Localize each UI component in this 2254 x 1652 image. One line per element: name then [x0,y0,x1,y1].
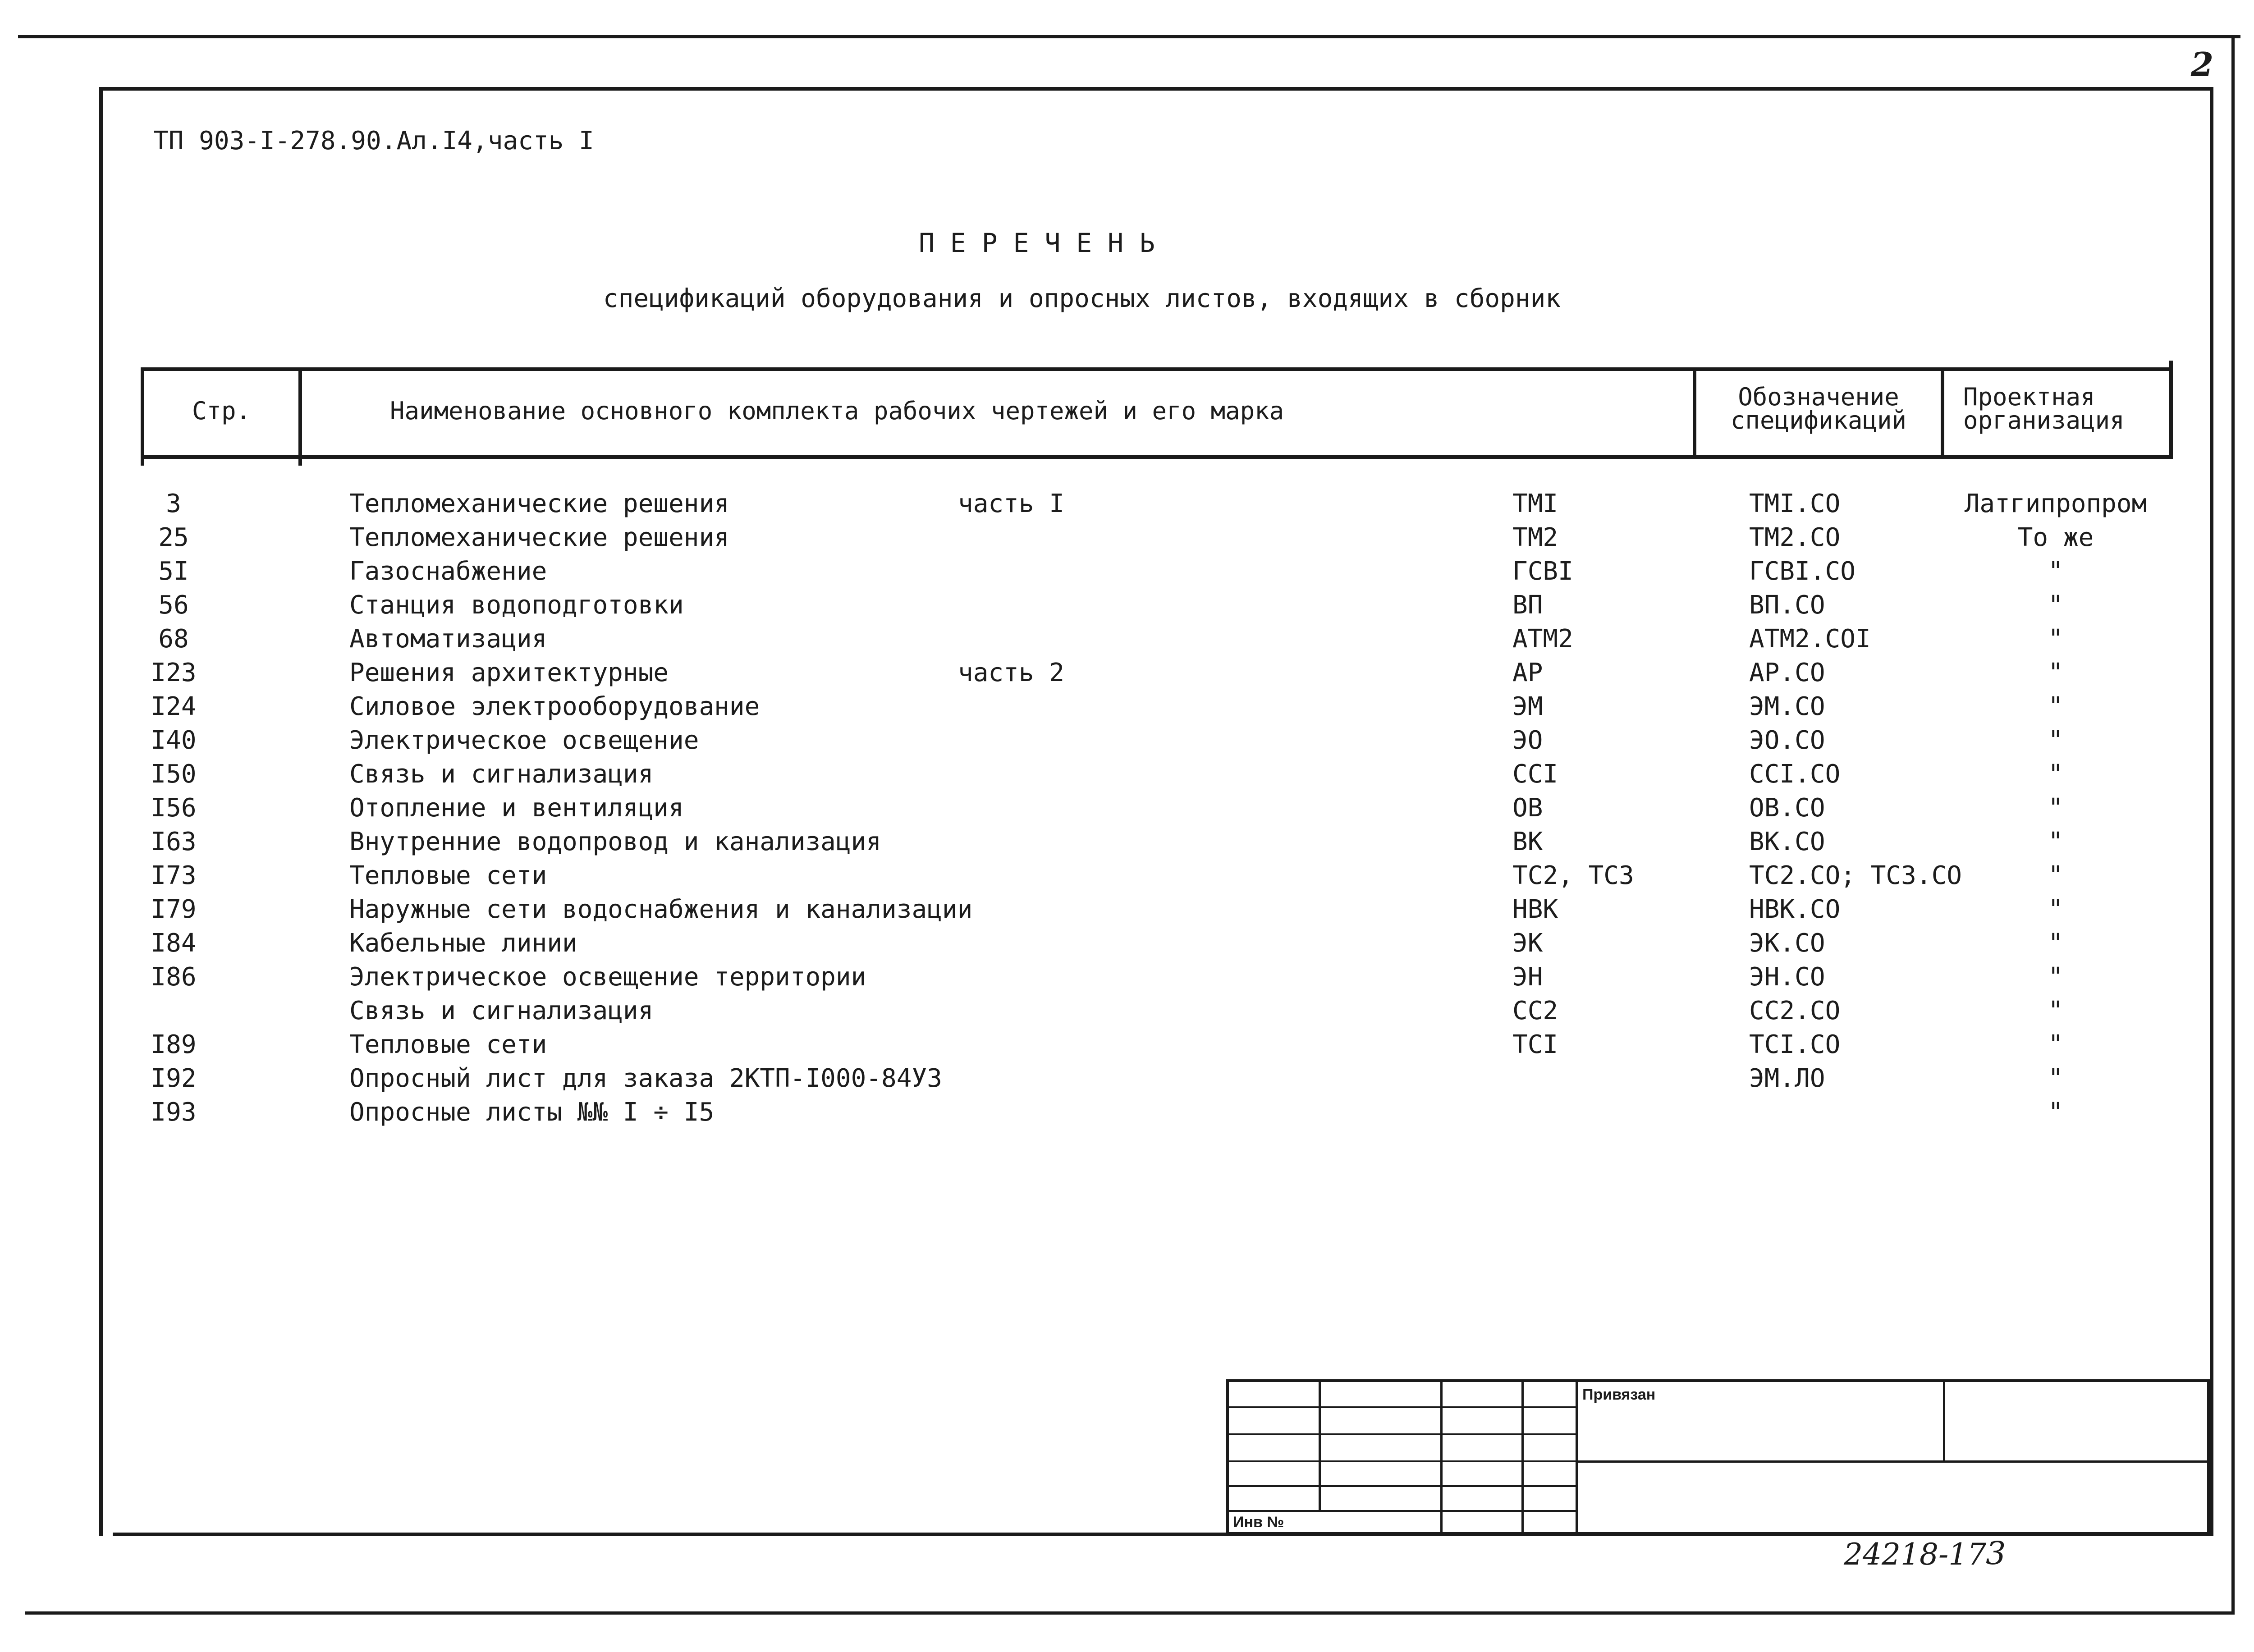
row-name: Внутренние водопровод и канализация [349,827,882,856]
row-page: I24 [151,692,197,721]
row-page: I40 [151,726,197,755]
row-page: 68 [158,624,189,654]
row-mark: НВК [1512,895,1558,924]
row-page: I79 [151,895,197,924]
row-mark: ТМ2 [1512,523,1558,552]
row-part: часть 2 [958,658,1065,687]
row-page: 3 [166,489,181,518]
row-org: " [2048,760,2063,789]
table-row [0,690,2254,724]
row-page: I84 [151,929,197,958]
row-mark: ЭМ [1512,692,1543,721]
row-name: Связь и сигнализация [349,996,654,1025]
table-row [0,892,2254,927]
row-name: Решения архитектурные [349,658,669,687]
row-org: " [2048,692,2063,721]
table-row [0,588,2254,622]
page-mark: 3 [1986,1535,2006,1572]
row-org: " [2048,895,2063,924]
row-spec: ССI.СО [1749,760,1841,789]
header-spec-line2: спецификаций [1730,406,1907,435]
row-name: Опросный лист для заказа 2КТП-I000-84У3 [349,1064,942,1093]
row-org: " [2048,861,2063,890]
doc-code: ТП 903-I-278.90.Ал.I4,часть I [153,126,594,156]
row-mark: ГСВI [1512,557,1573,586]
row-name: Электрическое освещение [349,726,699,755]
table-row [0,656,2254,690]
row-org: " [2048,793,2063,823]
row-mark: ССI [1512,760,1558,789]
row-page: 56 [158,590,189,620]
row-name: Кабельные линии [349,929,577,958]
table-row [0,622,2254,656]
row-spec: ВК.СО [1749,827,1825,856]
row-mark: АТМ2 [1512,624,1573,654]
row-org: " [2048,827,2063,856]
top-trim-line [18,35,2240,38]
row-mark: АР [1512,658,1543,687]
header-org-line1: Проектная [1963,383,2095,411]
row-page: I93 [151,1098,197,1127]
row-org: " [2048,624,2063,654]
row-spec: ЭО.СО [1749,726,1825,755]
row-org: " [2048,557,2063,586]
sheet-number: 2 [2191,45,2214,83]
row-name: Тепломеханические решения [349,489,729,518]
row-org: " [2048,1098,2063,1127]
attached-label: Привязан [1582,1386,1656,1403]
row-mark: ЭО [1512,726,1543,755]
page-title: П Е Р Е Ч Е Н Ь [919,228,1155,258]
row-spec: АР.СО [1749,658,1825,687]
row-name: Силовое электрооборудование [349,692,760,721]
row-spec: ЭК.СО [1749,929,1825,958]
row-mark: ТС2, ТС3 [1512,861,1634,890]
row-spec: ТС2.СО; ТС3.СО [1749,861,1962,890]
header-org-line2: организация [1963,406,2125,435]
header-name: Наименование основного комплекта рабочих чертежей и его марка [390,397,1284,425]
row-name: Тепломеханические решения [349,523,729,552]
row-name: Наружные сети водоснабжения и канализации [349,895,973,924]
row-spec: ТСI.СО [1749,1030,1841,1059]
row-org: " [2048,1064,2063,1093]
bottom-trim-line [25,1611,2234,1615]
header-page: Стр. [192,397,251,425]
row-spec: ТМI.СО [1749,489,1841,518]
row-name: Автоматизация [349,624,547,654]
row-org: " [2048,929,2063,958]
row-page: I50 [151,760,197,789]
row-name: Опросные листы №№ I ÷ I5 [349,1098,715,1127]
row-spec: ОВ.СО [1749,793,1825,823]
table-row [0,859,2254,893]
row-mark: ТСI [1512,1030,1558,1059]
row-name: Связь и сигнализация [349,760,654,789]
row-spec: НВК.СО [1749,895,1841,924]
row-page: I92 [151,1064,197,1093]
table-row [0,926,2254,961]
table-row [0,791,2254,825]
table-row [0,960,2254,994]
row-org: " [2048,726,2063,755]
table-row [0,757,2254,792]
table-row [0,1062,2254,1096]
row-mark: ВП [1512,590,1543,620]
row-spec: ЭМ.ЛО [1749,1064,1825,1093]
row-mark: СС2 [1512,996,1558,1025]
row-name: Станция водоподготовки [349,590,684,620]
table-row [0,554,2254,589]
row-name: Электрическое освещение территории [349,962,866,992]
table-row [0,723,2254,758]
page-subtitle: спецификаций оборудования и опросных листов, входящих в сборник [603,284,1561,313]
table-row [0,521,2254,555]
table-row [0,487,2254,521]
row-spec: АТМ2.СОI [1749,624,1871,654]
archive-number: 24218-17 [1844,1537,1987,1572]
row-part: часть I [958,489,1065,518]
row-name: Отопление и вентиляция [349,793,684,823]
header-spec-line1: Обозначение [1738,383,1899,411]
inv-number-label: Инв № [1233,1514,1284,1531]
row-org: " [2048,996,2063,1025]
row-spec: ВП.СО [1749,590,1825,620]
row-mark: ОВ [1512,793,1543,823]
row-org: " [2048,962,2063,992]
row-mark: ВК [1512,827,1543,856]
row-org: " [2048,1030,2063,1059]
row-page: I23 [151,658,197,687]
row-spec: ГСВI.СО [1749,557,1856,586]
table-row [0,1028,2254,1062]
row-page: I89 [151,1030,197,1059]
row-name: Газоснабжение [349,557,547,586]
row-page: I56 [151,793,197,823]
row-mark: ТМI [1512,489,1558,518]
row-org: То же [2017,523,2094,552]
table-row [0,1095,2254,1130]
row-name: Тепловые сети [349,1030,547,1059]
frame-top [99,87,2213,91]
row-org: " [2048,658,2063,687]
row-spec: ЭН.СО [1749,962,1825,992]
row-spec: ТМ2.СО [1749,523,1841,552]
row-spec: СС2.СО [1749,996,1841,1025]
table-row [0,994,2254,1028]
row-org: Латгипропром [1964,489,2147,518]
row-mark: ЭК [1512,929,1543,958]
row-page: 5I [158,557,189,586]
row-page: I86 [151,962,197,992]
row-name: Тепловые сети [349,861,547,890]
row-page: I63 [151,827,197,856]
row-page: I73 [151,861,197,890]
row-org: " [2048,590,2063,620]
row-mark: ЭН [1512,962,1543,992]
table-row [0,825,2254,859]
row-page: 25 [158,523,189,552]
row-spec: ЭМ.СО [1749,692,1825,721]
